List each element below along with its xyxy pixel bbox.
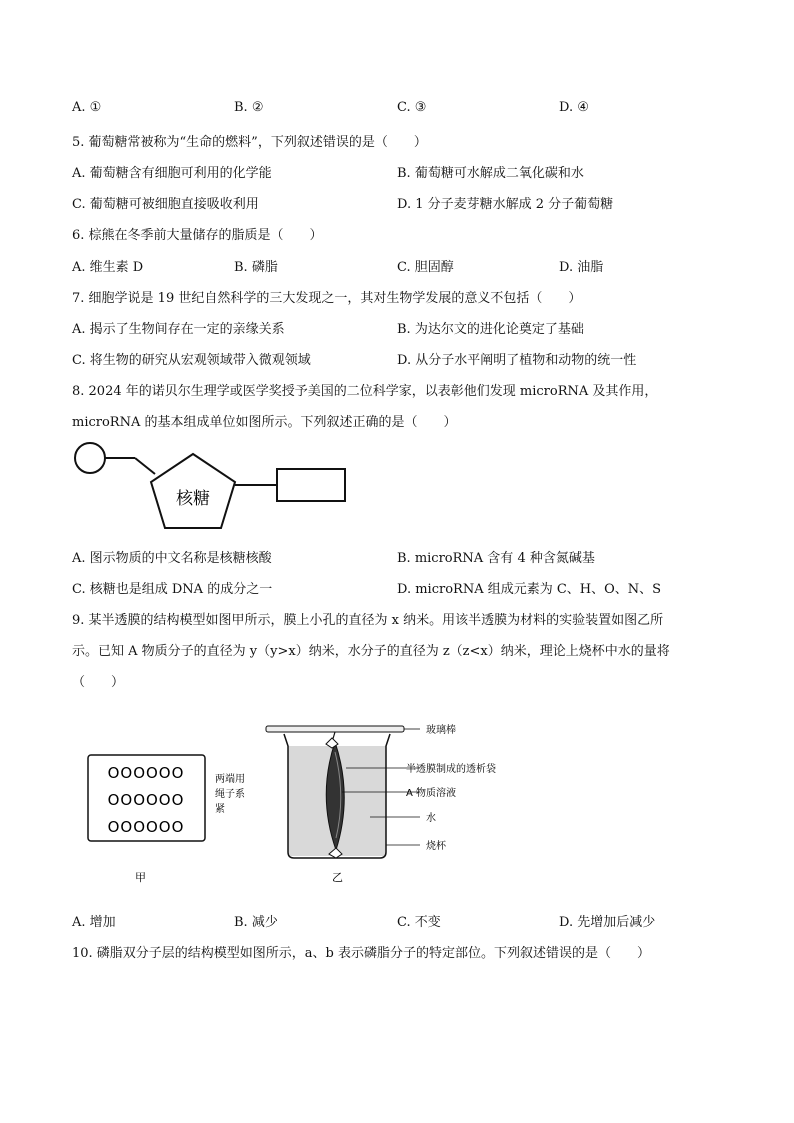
q10-stem: 10. 磷脂双分子层的结构模型如图所示，a、b 表示磷脂分子的特定部位。下列叙述错误的是（ ） — [72, 946, 651, 961]
label-glass-rod: 玻璃棒 — [426, 725, 456, 736]
membrane-pores-row-1: OOOOOO — [107, 764, 185, 782]
q6-option-a: A. 维生素 D — [72, 260, 144, 275]
q8-option-c: C. 核糖也是组成 DNA 的成分之一 — [72, 582, 273, 597]
q6-stem: 6. 棕熊在冬季前大量储存的脂质是（ ） — [72, 228, 323, 243]
phosphate-circle — [75, 443, 105, 473]
q7-stem: 7. 细胞学说是 19 世纪自然科学的三大发现之一，其对生物学发展的意义不包括（ ） — [72, 291, 582, 306]
glass-rod — [266, 726, 404, 732]
label-dialysis-bag: 半透膜制成的透析袋 — [406, 764, 496, 775]
q6-option-c: C. 胆固醇 — [397, 260, 454, 275]
q8-stem-line1: 8. 2024 年的诺贝尔生理学或医学奖授予美国的二位科学家，以表彰他们发现 microRNA 及其作用， — [72, 384, 658, 399]
membrane-pores-row-3: OOOOOO — [107, 818, 185, 836]
q7-option-c: C. 将生物的研究从宏观领域带入微观领域 — [72, 353, 311, 368]
label-water: 水 — [426, 813, 436, 824]
q7-option-a: A. 揭示了生物间存在一定的亲缘关系 — [72, 322, 285, 337]
ribose-label: 核糖 — [176, 489, 210, 509]
q9-stem-line1: 9. 某半透膜的结构模型如图甲所示，膜上小孔的直径为 x 纳米。用该半透膜为材料的实验装置如图乙所 — [72, 613, 664, 628]
q4-option-b: B. ② — [234, 100, 264, 115]
base-rect — [277, 469, 345, 501]
tie-note-line1: 两端用 — [215, 774, 245, 785]
nucleotide-figure — [70, 438, 360, 538]
q5-option-b: B. 葡萄糖可水解成二氧化碳和水 — [397, 166, 584, 181]
membrane-pores-row-2: OOOOOO — [107, 791, 185, 809]
label-a-solution: A 物质溶液 — [406, 788, 457, 799]
caption-jia: 甲 — [135, 871, 146, 884]
q9-stem-line2: 示。已知 A 物质分子的直径为 y（y>x）纳米，水分子的直径为 z（z<x）纳米，理论上烧杯中水的量将 — [72, 644, 670, 659]
q6-option-d: D. 油脂 — [559, 260, 604, 275]
q8-stem-line2: microRNA 的基本组成单位如图所示。下列叙述正确的是（ ） — [72, 415, 457, 430]
q9-option-a: A. 增加 — [72, 915, 116, 930]
q9-option-b: B. 减少 — [234, 915, 278, 930]
caption-yi: 乙 — [332, 871, 343, 884]
q8-option-b: B. microRNA 含有 4 种含氮碱基 — [397, 551, 595, 566]
q4-option-a: A. ① — [72, 100, 102, 115]
q9-stem-line3: （ ） — [72, 675, 125, 690]
q5-option-d: D. 1 分子麦芽糖水解成 2 分子葡萄糖 — [397, 197, 614, 212]
q8-option-a: A. 图示物质的中文名称是核糖核酸 — [72, 551, 272, 566]
q4-option-c: C. ③ — [397, 100, 427, 115]
q8-option-d: D. microRNA 组成元素为 C、H、O、N、S — [397, 582, 662, 597]
q6-option-b: B. 磷脂 — [234, 260, 278, 275]
q7-option-b: B. 为达尔文的进化论奠定了基础 — [397, 322, 584, 337]
q5-option-a: A. 葡萄糖含有细胞可利用的化学能 — [72, 166, 272, 181]
q7-option-d: D. 从分子水平阐明了植物和动物的统一性 — [397, 353, 637, 368]
osmosis-figure — [70, 718, 510, 888]
tie-note-line3: 紧 — [215, 804, 225, 815]
q4-option-d: D. ④ — [559, 100, 589, 115]
tie-note-line2: 绳子系 — [215, 789, 245, 800]
phosphate-sugar-bond-2 — [135, 458, 155, 474]
q9-option-d: D. 先增加后减少 — [559, 915, 656, 930]
label-beaker: 烧杯 — [426, 841, 446, 852]
q5-option-c: C. 葡萄糖可被细胞直接吸收利用 — [72, 197, 259, 212]
q9-option-c: C. 不变 — [397, 915, 441, 930]
q5-stem: 5. 葡萄糖常被称为“生命的燃料”，下列叙述错误的是（ ） — [72, 135, 427, 150]
